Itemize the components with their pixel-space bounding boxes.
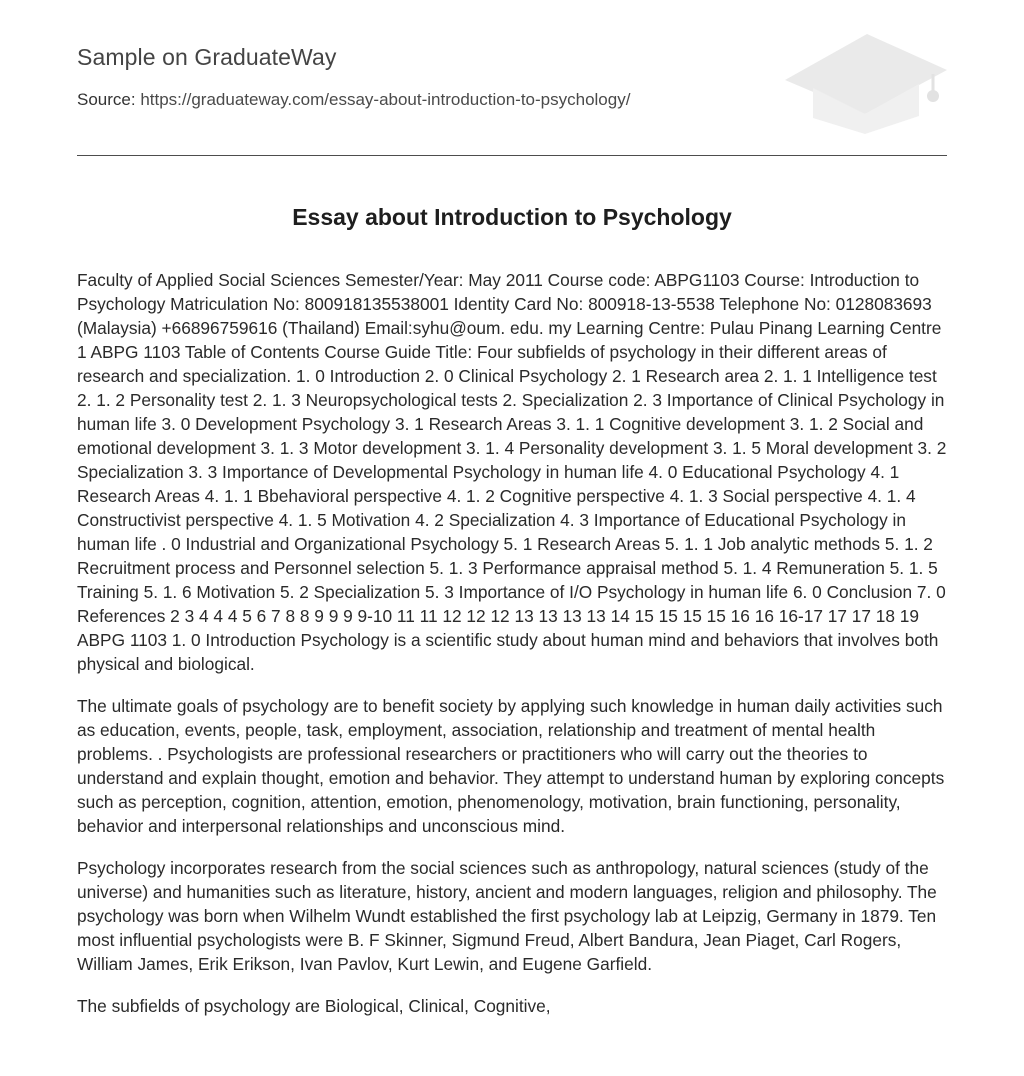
- essay-paragraph: Faculty of Applied Social Sciences Semester/Year: May 2011 Course code: ABPG1103 Course: Introduction to Psychology Matriculation No: 800918135538001 Identity Card No: 800918-13-5538 Telephone No: 0128083693 (Malaysia) +66896759616 (Thailand) Email:syhu@oum. edu. my Learning Centre: Pulau Pinang Learning Centre 1 ABPG 1103 Table of Contents Course Guide Title: Four subfields of psychology in their different areas of research and specialization. 1. 0 Introduction 2. 0 Clinical Psychology 2. 1 Research area 2. 1. 1 Intelligence test 2. 1. 2 Personality test 2. 1. 3 Neuropsychological tests 2. Specialization 2. 3 Importance of Clinical Psychology in human life 3. 0 Development Psychology 3. 1 Research Areas 3. 1. 1 Cognitive development 3. 1. 2 Social and emotional development 3. 1. 3 Motor development 3. 1. 4 Personality development 3. 1. 5 Moral development 3. 2 Specialization 3. 3 Importance of Developmental Psychology in human life 4. 0 Educational Psychology 4. 1 Research Areas 4. 1. 1 Bbehavioral perspective 4. 1. 2 Cognitive perspective 4. 1. 3 Social perspective 4. 1. 4 Constructivist perspective 4. 1. 5 Motivation 4. 2 Specialization 4. 3 Importance of Educational Psychology in human life . 0 Industrial and Organizational Psychology 5. 1 Research Areas 5. 1. 1 Job analytic methods 5. 1. 2 Recruitment process and Personnel selection 5. 1. 3 Performance appraisal method 5. 1. 4 Remuneration 5. 1. 5 Training 5. 1. 6 Motivation 5. 2 Specialization 5. 3 Importance of I/O Psychology in human life 6. 0 Conclusion 7. 0 References 2 3 4 4 4 5 6 7 8 8 9 9 9 9-10 11 11 12 12 12 13 13 13 13 14 15 15 15 15 16 16 16-17 17 17 18 19 ABPG 1103 1. 0 Introduction Psychology is a scientific study about human mind and behaviors that involves both physical and biological.: [77, 270, 947, 674]
- essay-body: [77, 268, 949, 1036]
- graduation-cap-icon: [781, 30, 951, 134]
- essay-title: Essay about Introduction to Psychology: [292, 204, 732, 230]
- essay-paragraph: Psychology incorporates research from the social sciences such as anthropology, natural sciences (study of the universe) and humanities such as literature, history, ancient and modern languages, religion and philosophy. The psychology was born when Wilhelm Wundt established the first psychology lab at Leipzig, Germany in 1879. Ten most influential psychologists were B. F Skinner, Sigmund Freud, Albert Bandura, Jean Piaget, Carl Rogers, William James, Erik Erikson, Ivan Pavlov, Kurt Lewin, and Eugene Garfield.: [77, 858, 937, 974]
- site-title: Sample on GraduateWay: [77, 44, 337, 70]
- source-link[interactable]: https://graduateway.com/essay-about-introduction-to-psychology/: [140, 90, 631, 109]
- source-label: Source:: [77, 90, 136, 109]
- header-divider: [77, 155, 947, 156]
- essay-paragraph: The subfields of psychology are Biological, Clinical, Cognitive,: [77, 996, 551, 1016]
- page-header: [77, 0, 947, 156]
- essay-paragraph: The ultimate goals of psychology are to benefit society by applying such knowledge in human daily activities such as education, events, people, task, employment, association, relationship and treatment of mental health problems. . Psychologists are professional researchers or practitioners who will carry out the theories to understand and explain thought, emotion and behavior. They attempt to understand human by exploring concepts such as perception, cognition, attention, emotion, phenomenology, motivation, brain functioning, personality, behavior and interpersonal relationships and unconscious mind.: [77, 696, 945, 836]
- source-line: [77, 90, 630, 110]
